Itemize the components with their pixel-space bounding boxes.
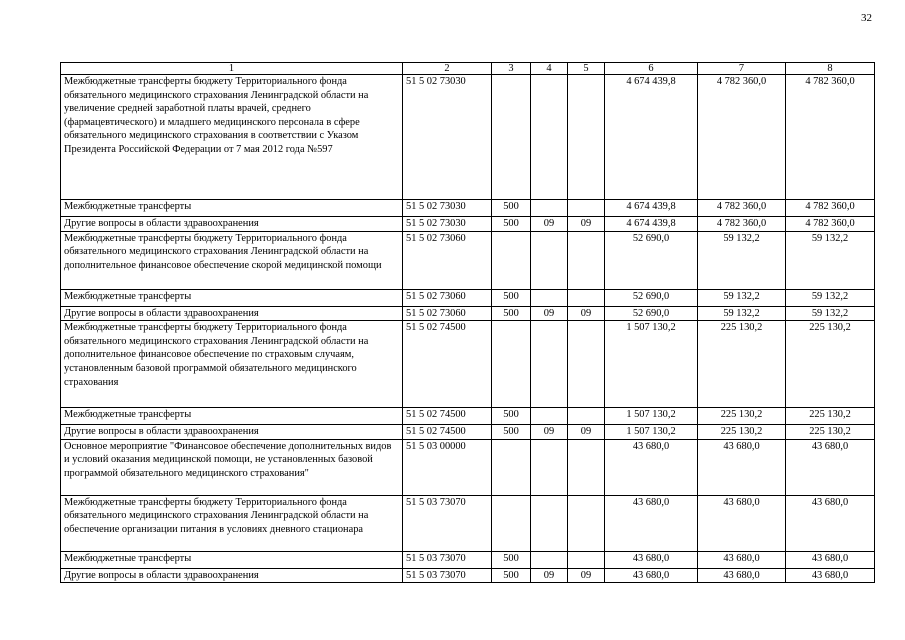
- row-col-5: 09: [568, 306, 605, 321]
- table-row: [61, 231, 875, 289]
- row-col-3: 500: [492, 217, 531, 232]
- row-code: 51 5 02 73030: [403, 75, 492, 200]
- column-header: 8: [786, 63, 875, 75]
- row-col-5: 09: [568, 425, 605, 440]
- row-value-6: 43 680,0: [605, 495, 698, 551]
- row-value-6: 1 507 130,2: [605, 425, 698, 440]
- row-col-5: [568, 200, 605, 217]
- row-value-7: 59 132,2: [698, 231, 786, 289]
- column-header: 5: [568, 63, 605, 75]
- row-description: Межбюджетные трансферты бюджету Территориального фонда обязательного медицинского страхования Ленинградской области на увеличение средней заработной платы врачей, среднего (фармацевтического) и младшего медицинского персонала в сфере обязательного медицинского страхования в соответствии с Указом Президента Российской Федерации от 7 мая 2012 года №597: [61, 75, 403, 200]
- row-value-7: 4 782 360,0: [698, 217, 786, 232]
- row-code: 51 5 03 73070: [403, 568, 492, 583]
- table-row: [61, 321, 875, 408]
- table-row: [61, 439, 875, 495]
- row-col-3: 500: [492, 425, 531, 440]
- row-col-4: [531, 408, 568, 425]
- table-row: [61, 289, 875, 306]
- row-value-7: 225 130,2: [698, 321, 786, 408]
- column-header: 7: [698, 63, 786, 75]
- table-row: [61, 200, 875, 217]
- row-code: 51 5 02 73030: [403, 217, 492, 232]
- row-code: 51 5 02 74500: [403, 425, 492, 440]
- row-code: 51 5 03 73070: [403, 551, 492, 568]
- row-value-7: 43 680,0: [698, 495, 786, 551]
- row-value-8: 225 130,2: [786, 425, 875, 440]
- row-description: Другие вопросы в области здравоохранения: [61, 425, 403, 440]
- row-value-7: 59 132,2: [698, 289, 786, 306]
- row-col-5: [568, 495, 605, 551]
- row-value-8: 225 130,2: [786, 408, 875, 425]
- row-description: Межбюджетные трансферты бюджету Территориального фонда обязательного медицинского страхования Ленинградской области на дополнительное финансовое обеспечение по страховым случаям, установленным базовой программой обязательного медицинского страхования: [61, 321, 403, 408]
- row-value-6: 1 507 130,2: [605, 408, 698, 425]
- row-col-4: 09: [531, 306, 568, 321]
- row-col-4: [531, 75, 568, 200]
- row-description: Межбюджетные трансферты бюджету Территориального фонда обязательного медицинского страхования Ленинградской области на обеспечение организации питания в условиях дневного стационара: [61, 495, 403, 551]
- row-code: 51 5 02 74500: [403, 321, 492, 408]
- row-code: 51 5 03 73070: [403, 495, 492, 551]
- row-description: Другие вопросы в области здравоохранения: [61, 306, 403, 321]
- row-description: Межбюджетные трансферты: [61, 408, 403, 425]
- row-code: 51 5 02 73060: [403, 289, 492, 306]
- row-value-7: 43 680,0: [698, 568, 786, 583]
- page-number: 32: [861, 12, 872, 24]
- row-col-5: [568, 551, 605, 568]
- row-col-5: [568, 231, 605, 289]
- row-col-4: 09: [531, 217, 568, 232]
- header-row: [61, 63, 875, 75]
- row-value-6: 43 680,0: [605, 439, 698, 495]
- row-value-8: 59 132,2: [786, 289, 875, 306]
- table-row: [61, 568, 875, 583]
- row-value-6: 43 680,0: [605, 568, 698, 583]
- row-value-6: 43 680,0: [605, 551, 698, 568]
- row-value-7: 4 782 360,0: [698, 200, 786, 217]
- row-col-3: 500: [492, 551, 531, 568]
- row-col-4: [531, 231, 568, 289]
- row-value-8: 225 130,2: [786, 321, 875, 408]
- row-description: Межбюджетные трансферты: [61, 551, 403, 568]
- row-col-3: [492, 495, 531, 551]
- row-value-8: 4 782 360,0: [786, 200, 875, 217]
- row-col-3: 500: [492, 289, 531, 306]
- row-code: 51 5 02 73060: [403, 306, 492, 321]
- row-code: 51 5 02 73030: [403, 200, 492, 217]
- table-row: [61, 425, 875, 440]
- row-col-3: 500: [492, 568, 531, 583]
- row-description: Основное мероприятие "Финансовое обеспечение дополнительных видов и условий оказания медицинской помощи, не установленных базовой программой обязательного медицинского страхования": [61, 439, 403, 495]
- row-description: Межбюджетные трансферты: [61, 200, 403, 217]
- row-col-3: 500: [492, 408, 531, 425]
- row-value-7: 59 132,2: [698, 306, 786, 321]
- row-value-8: 43 680,0: [786, 551, 875, 568]
- table-row: [61, 408, 875, 425]
- row-value-7: 4 782 360,0: [698, 75, 786, 200]
- row-col-3: [492, 439, 531, 495]
- row-col-5: [568, 408, 605, 425]
- row-col-5: 09: [568, 568, 605, 583]
- row-col-4: [531, 200, 568, 217]
- row-value-8: 43 680,0: [786, 568, 875, 583]
- row-col-3: [492, 321, 531, 408]
- row-description: Другие вопросы в области здравоохранения: [61, 217, 403, 232]
- row-code: 51 5 02 74500: [403, 408, 492, 425]
- row-col-5: [568, 321, 605, 408]
- row-col-5: 09: [568, 217, 605, 232]
- column-header: 3: [492, 63, 531, 75]
- row-value-6: 4 674 439,8: [605, 200, 698, 217]
- row-value-6: 4 674 439,8: [605, 217, 698, 232]
- column-header: 1: [61, 63, 403, 75]
- column-header: 6: [605, 63, 698, 75]
- row-col-5: [568, 75, 605, 200]
- column-header: 2: [403, 63, 492, 75]
- row-col-5: [568, 439, 605, 495]
- row-value-6: 1 507 130,2: [605, 321, 698, 408]
- row-col-3: [492, 231, 531, 289]
- row-col-3: 500: [492, 306, 531, 321]
- table-row: [61, 495, 875, 551]
- row-value-8: 43 680,0: [786, 495, 875, 551]
- row-value-6: 52 690,0: [605, 231, 698, 289]
- row-col-4: [531, 321, 568, 408]
- row-description: Межбюджетные трансферты бюджету Территориального фонда обязательного медицинского страхования Ленинградской области на дополнительное финансовое обеспечение скорой медицинской помощи: [61, 231, 403, 289]
- row-col-3: 500: [492, 200, 531, 217]
- row-value-7: 43 680,0: [698, 439, 786, 495]
- row-code: 51 5 03 00000: [403, 439, 492, 495]
- row-description: Межбюджетные трансферты: [61, 289, 403, 306]
- row-col-4: 09: [531, 568, 568, 583]
- row-description: Другие вопросы в области здравоохранения: [61, 568, 403, 583]
- row-col-4: [531, 551, 568, 568]
- row-value-8: 59 132,2: [786, 231, 875, 289]
- row-code: 51 5 02 73060: [403, 231, 492, 289]
- row-value-7: 225 130,2: [698, 408, 786, 425]
- row-value-8: 43 680,0: [786, 439, 875, 495]
- column-header: 4: [531, 63, 568, 75]
- row-col-3: [492, 75, 531, 200]
- row-value-8: 4 782 360,0: [786, 75, 875, 200]
- row-col-5: [568, 289, 605, 306]
- table-row: [61, 75, 875, 200]
- table-row: [61, 306, 875, 321]
- row-value-8: 4 782 360,0: [786, 217, 875, 232]
- row-value-6: 52 690,0: [605, 289, 698, 306]
- row-value-7: 43 680,0: [698, 551, 786, 568]
- row-value-8: 59 132,2: [786, 306, 875, 321]
- budget-table: [60, 62, 875, 583]
- row-col-4: 09: [531, 425, 568, 440]
- table-row: [61, 551, 875, 568]
- row-value-6: 52 690,0: [605, 306, 698, 321]
- row-value-6: 4 674 439,8: [605, 75, 698, 200]
- row-col-4: [531, 495, 568, 551]
- row-col-4: [531, 439, 568, 495]
- row-value-7: 225 130,2: [698, 425, 786, 440]
- table-row: [61, 217, 875, 232]
- row-col-4: [531, 289, 568, 306]
